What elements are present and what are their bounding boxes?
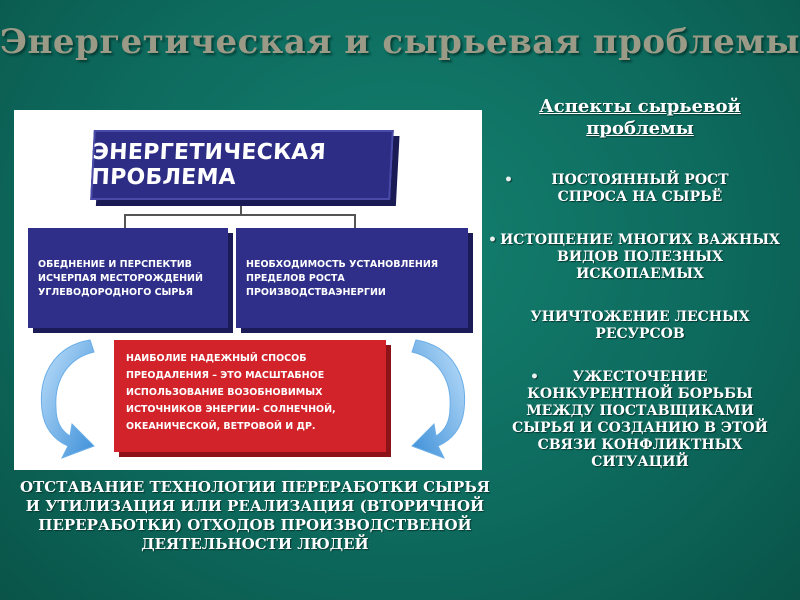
aspects-heading: Аспекты сырьевой проблемы: [539, 96, 741, 139]
bullet-icon: •: [488, 232, 497, 248]
aspect-item: [490, 309, 790, 343]
bullet-icon: •: [530, 369, 539, 385]
slide-title: Энергетическая и сырьевая проблемы: [0, 22, 800, 62]
curved-arrow-left-icon: [32, 336, 112, 460]
diagram-panel: [14, 110, 482, 470]
bottom-statement: ОТСТАВАНИЕ ТЕХНОЛОГИИ ПЕРЕРАБОТКИ СЫРЬЯ И УТИЛИЗАЦИЯ ИЛИ РЕАЛИЗАЦИЯ (ВТОРИЧНОЙ ПЕРЕРАБОТКИ) ОТХОДОВ ПРОИЗВОДСТВЕНОЙ ДЕЯТЕЛЬНОСТИ ЛЮДЕЙ: [20, 478, 490, 553]
aspect-text: УЖЕСТОЧЕНИЕ КОНКУРЕНТНОЙ БОРЬБЫ МЕЖДУ ПОСТАВЩИКАМИ СЫРЬЯ И СОЗДАНИЮ В ЭТОЙ СВЯЗИ КОНФЛИКТНЫХ СИТУАЦИЙ: [512, 369, 768, 470]
connector-horizontal: [124, 214, 356, 216]
bullet-icon: •: [504, 172, 513, 188]
connector-right-drop: [354, 214, 356, 228]
aspect-text: ИСТОЩЕНИЕ МНОГИХ ВАЖНЫХ ВИДОВ ПОЛЕЗНЫХ ИСКОПАЕМЫХ: [500, 232, 780, 282]
depletion-box: ОБЕДНЕНИЕ И ПЕРСПЕКТИВ ИСЧЕРПАЯ МЕСТОРОЖДЕНИЙ УГЛЕВОДОРОДНОГО СЫРЬЯ: [28, 228, 228, 328]
aspect-item: [490, 232, 790, 283]
aspect-item: [490, 172, 790, 206]
curved-arrow-right-icon: [394, 336, 474, 460]
aspects-column: [490, 96, 790, 497]
aspect-text: ПОСТОЯННЫЙ РОСТ СПРОСА НА СЫРЬЁ: [551, 172, 729, 205]
renewable-solution-box: НАИБОЛИЕ НАДЕЖНЫЙ СПОСОБ ПРЕОДАЛЕНИЯ – ЭТО МАСШТАБНОЕ ИСПОЛЬЗОВАНИЕ ВОЗОБНОВИМЫХ ИСТОЧНИКОВ ЭНЕРГИИ- СОЛНЕЧНОЙ, ОКЕАНИЧЕСКОЙ, ВЕТРОВОЙ И ДР.: [114, 340, 386, 452]
aspect-text: УНИЧТОЖЕНИЕ ЛЕСНЫХ РЕСУРСОВ: [530, 309, 750, 342]
aspect-item: [490, 369, 790, 471]
energy-problem-box: ЭНЕРГЕТИЧЕСКАЯ ПРОБЛЕМА: [90, 130, 394, 200]
connector-left-drop: [124, 214, 126, 228]
limits-box: НЕОБХОДИМОСТЬ УСТАНОВЛЕНИЯ ПРЕДЕЛОВ РОСТА ПРОИЗВОДСТВАЭНЕРГИИ: [236, 228, 468, 328]
